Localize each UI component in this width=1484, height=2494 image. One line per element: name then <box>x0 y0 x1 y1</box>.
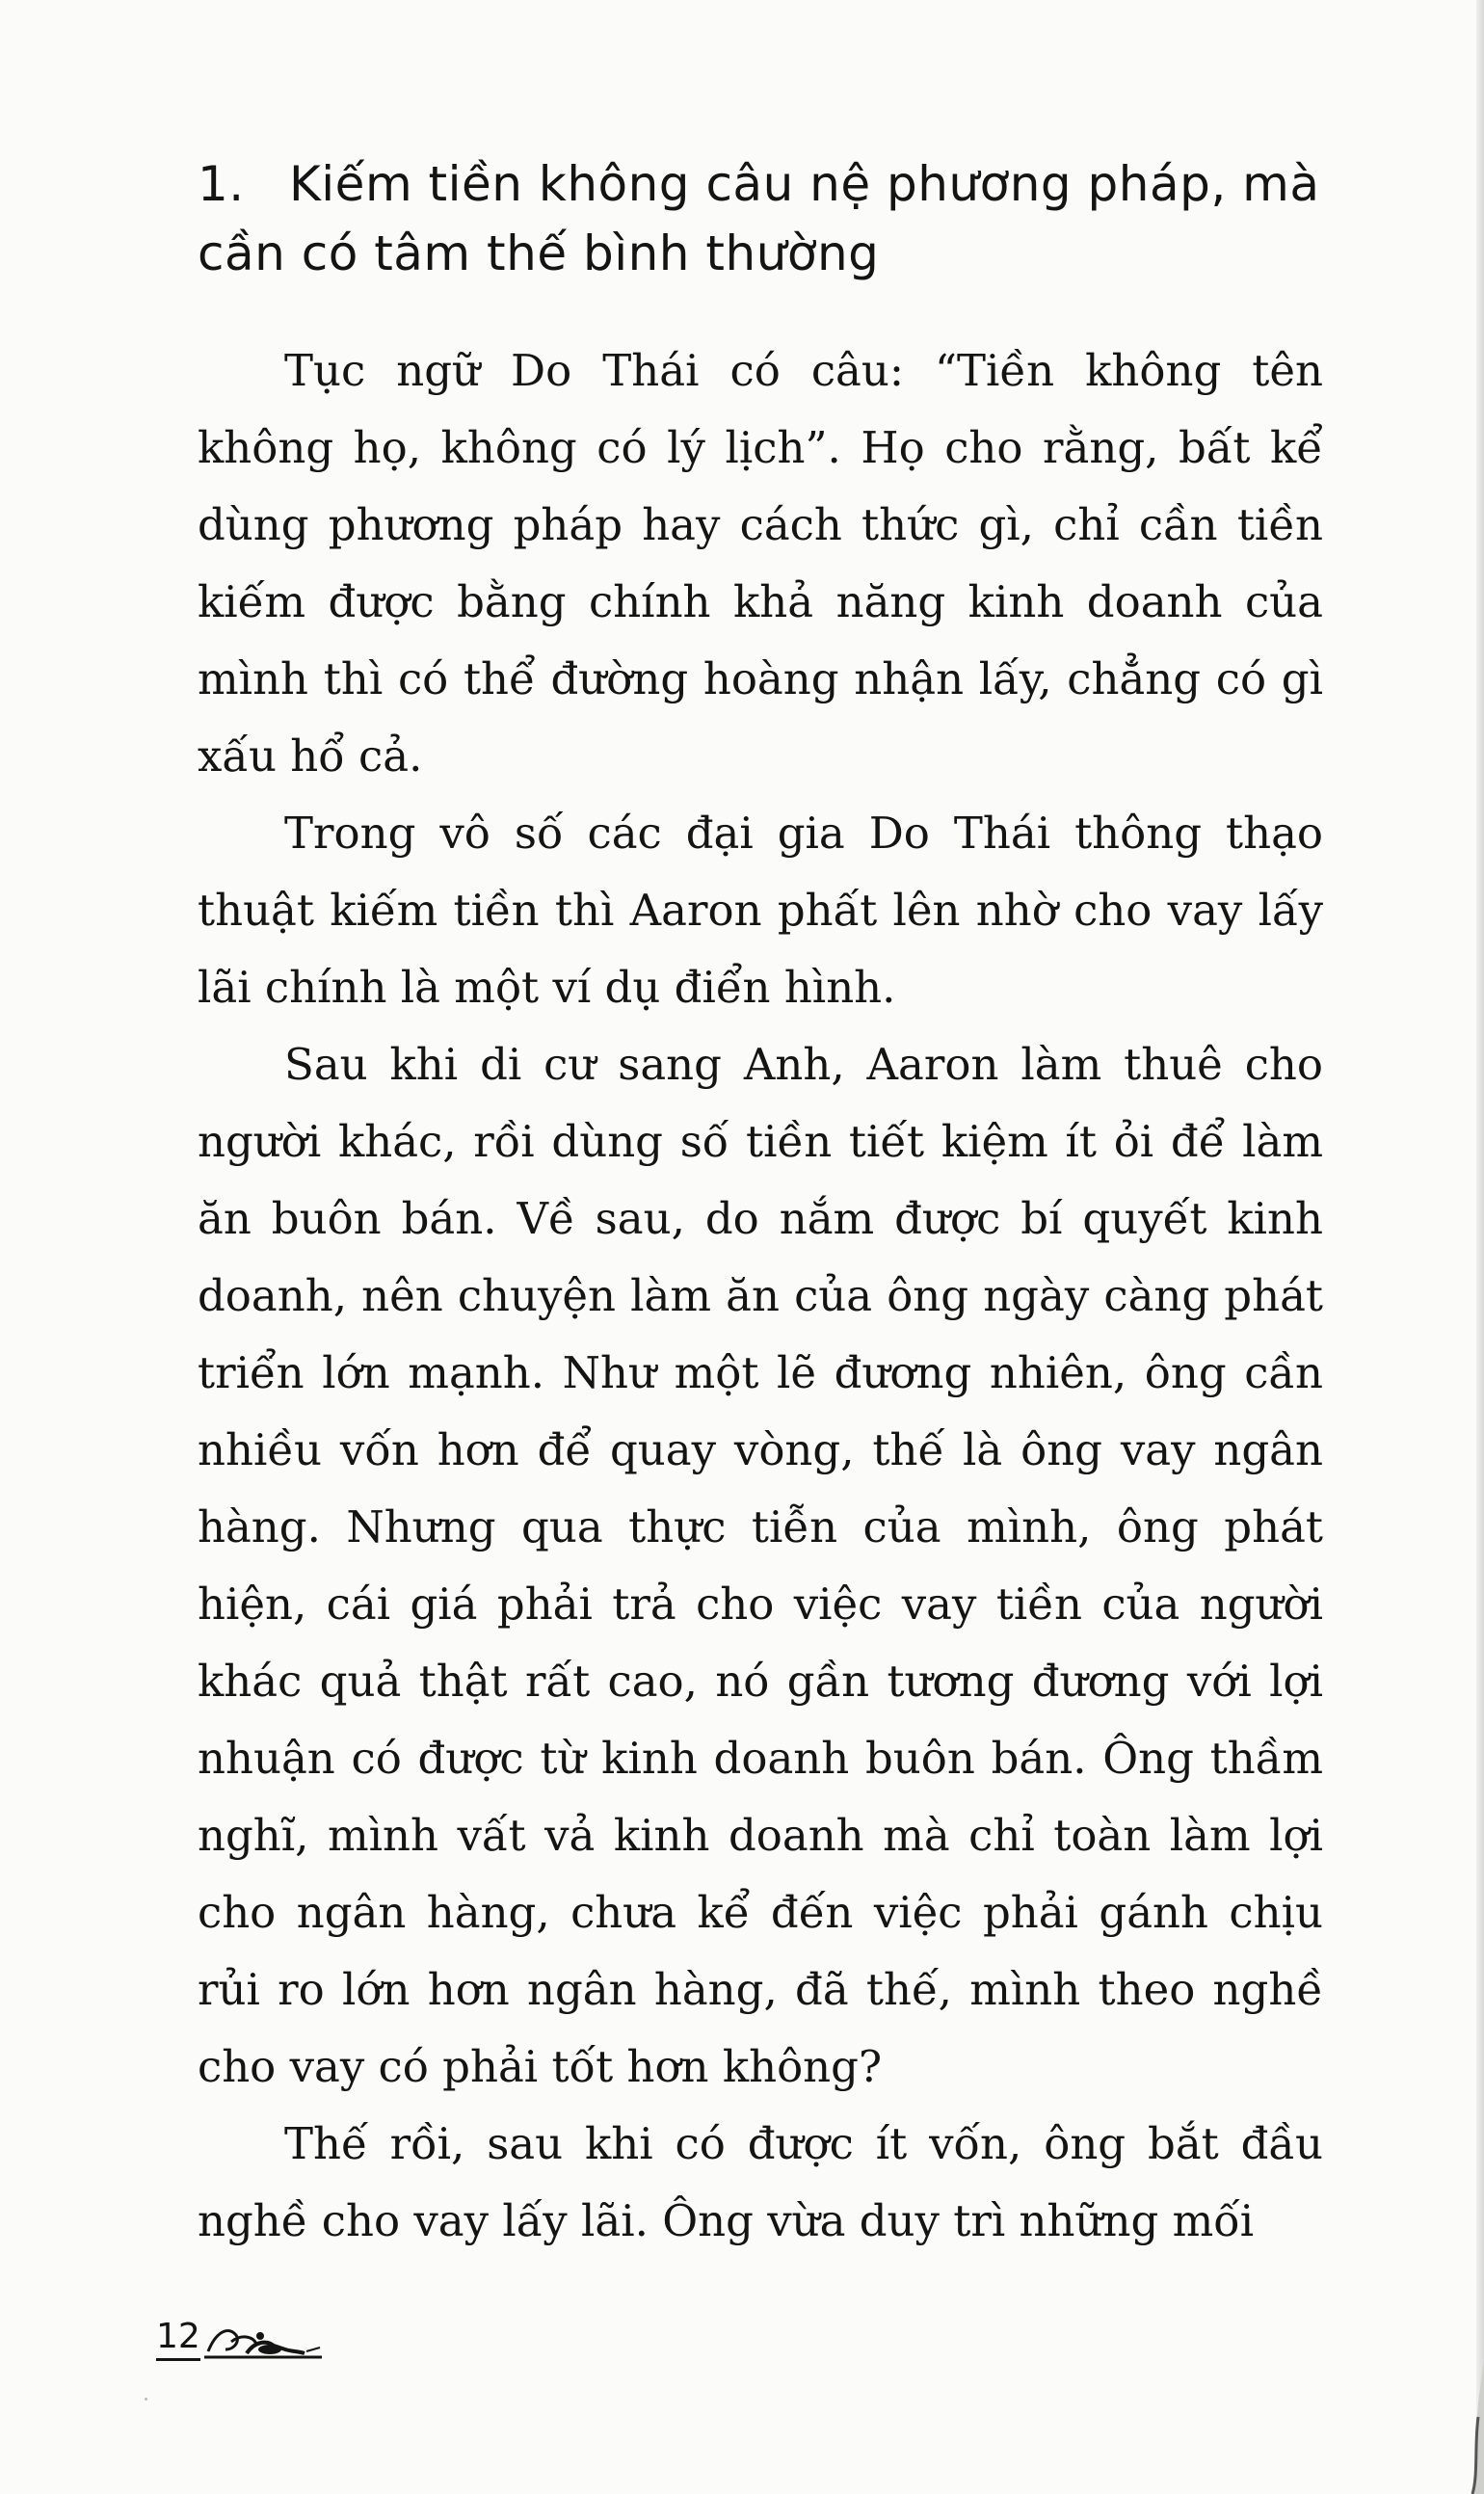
page-footer <box>156 2303 328 2361</box>
rider-ornament-icon <box>202 2313 328 2361</box>
paragraph-2: Trong vô số các đại gia Do Thái thông thạo thuật kiếm tiền thì Aaron phất lên nhờ cho vay lấy lãi chính là một ví dụ điển hình. <box>198 808 1323 1013</box>
page-edge-shadow <box>1476 0 1484 2494</box>
section-title: Kiếm tiền không câu nệ phương pháp, mà cần có tâm thế bình thường <box>198 156 1320 281</box>
body-text <box>198 332 1323 2260</box>
page-curl-icon <box>1445 2359 1484 2494</box>
section-heading <box>198 149 1354 288</box>
paper-speck <box>145 2398 147 2401</box>
page-number: 12 <box>156 2318 200 2361</box>
paragraph-1: Tục ngữ Do Thái có câu: “Tiền không tên không họ, không có lý lịch”. Họ cho rằng, bất kể dùng phương pháp hay cách thức gì, chỉ cần tiền kiếm được bằng chính khả năng kinh doanh của mình thì có thể đường hoàng nhận lấy, chẳng có gì xấu hổ cả. <box>198 345 1323 782</box>
section-number: 1. <box>198 156 245 212</box>
paragraph-3: Sau khi di cư sang Anh, Aaron làm thuê cho người khác, rồi dùng số tiền tiết kiệm ít ỏi để làm ăn buôn bán. Về sau, do nắm được bí quyết kinh doanh, nên chuyện làm ăn của ông ngày càng phát triển lớn mạnh. Như một lẽ đương nhiên, ông cần nhiều vốn hơn để quay vòng, thế là ông vay ngân hàng. Nhưng qua thực tiễn của mình, ông phát hiện, cái giá phải trả cho việc vay tiền của người khác quả thật rất cao, nó gần tương đương với lợi nhuận có được từ kinh doanh buôn bán. Ông thầm nghĩ, mình vất vả kinh doanh mà chỉ toàn làm lợi cho ngân hàng, chưa kể đến việc phải gánh chịu rủi ro lớn hơn ngân hàng, đã thế, mình theo nghề cho vay có phải tốt hơn không? <box>198 1039 1323 2092</box>
paragraph-4: Thế rồi, sau khi có được ít vốn, ông bắt đầu nghề cho vay lấy lãi. Ông vừa duy trì những mối <box>198 2118 1323 2246</box>
